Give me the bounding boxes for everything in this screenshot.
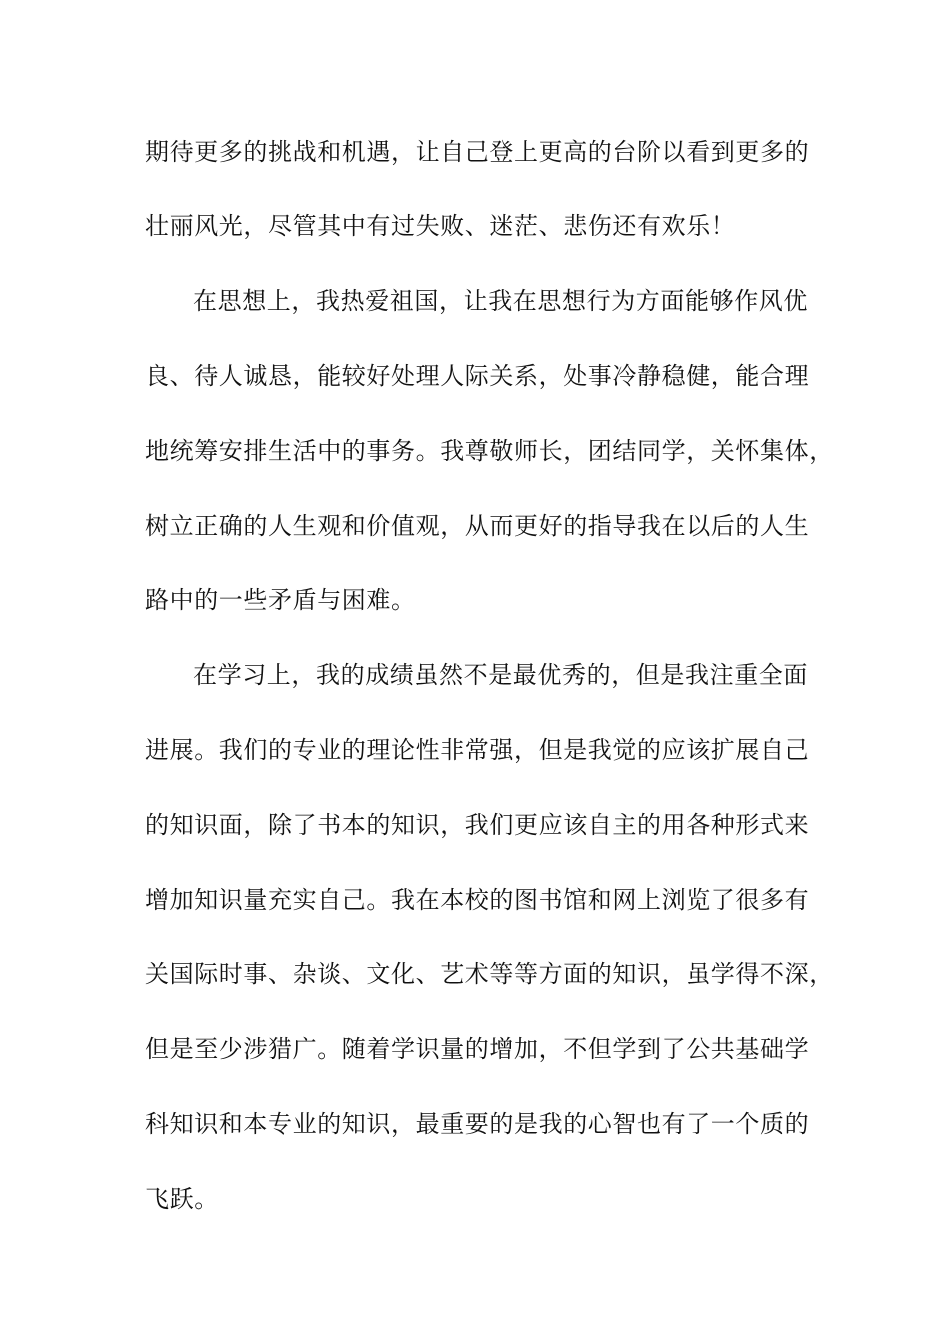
text-line: 路中的一些矛盾与困难。: [145, 586, 416, 614]
text-line: 壮丽风光，尽管其中有过失败、迷茫、悲伤还有欢乐！: [145, 212, 736, 240]
text-line: 关国际时事、杂谈、文化、艺术等等方面的知识，虽学得不深，: [145, 960, 834, 988]
text-line: 的知识面，除了书本的知识，我们更应该自主的用各种形式来: [145, 811, 810, 839]
text-line: 期待更多的挑战和机遇，让自己登上更高的台阶以看到更多的: [145, 138, 810, 166]
text-line: 增加知识量充实自己。我在本校的图书馆和网上浏览了很多有: [145, 886, 810, 914]
text-line: 良、待人诚恳，能较好处理人际关系，处事冷静稳健，能合理: [145, 362, 810, 390]
text-line: 树立正确的人生观和价值观，从而更好的指导我在以后的人生: [145, 512, 810, 540]
paragraph-start-line: 在学习上，我的成绩虽然不是最优秀的，但是我注重全面: [193, 661, 808, 689]
text-line: 但是至少涉猎广。随着学识量的增加，不但学到了公共基础学: [145, 1035, 810, 1063]
text-line: 科知识和本专业的知识，最重要的是我的心智也有了一个质的: [145, 1110, 810, 1138]
paragraph-start-line: 在思想上，我热爱祖国，让我在思想行为方面能够作风优: [193, 287, 808, 315]
text-line: 地统筹安排生活中的事务。我尊敬师长，团结同学，关怀集体，: [145, 437, 834, 465]
text-line: 飞跃。: [145, 1185, 219, 1213]
text-line: 进展。我们的专业的理论性非常强，但是我觉的应该扩展自己: [145, 736, 810, 764]
